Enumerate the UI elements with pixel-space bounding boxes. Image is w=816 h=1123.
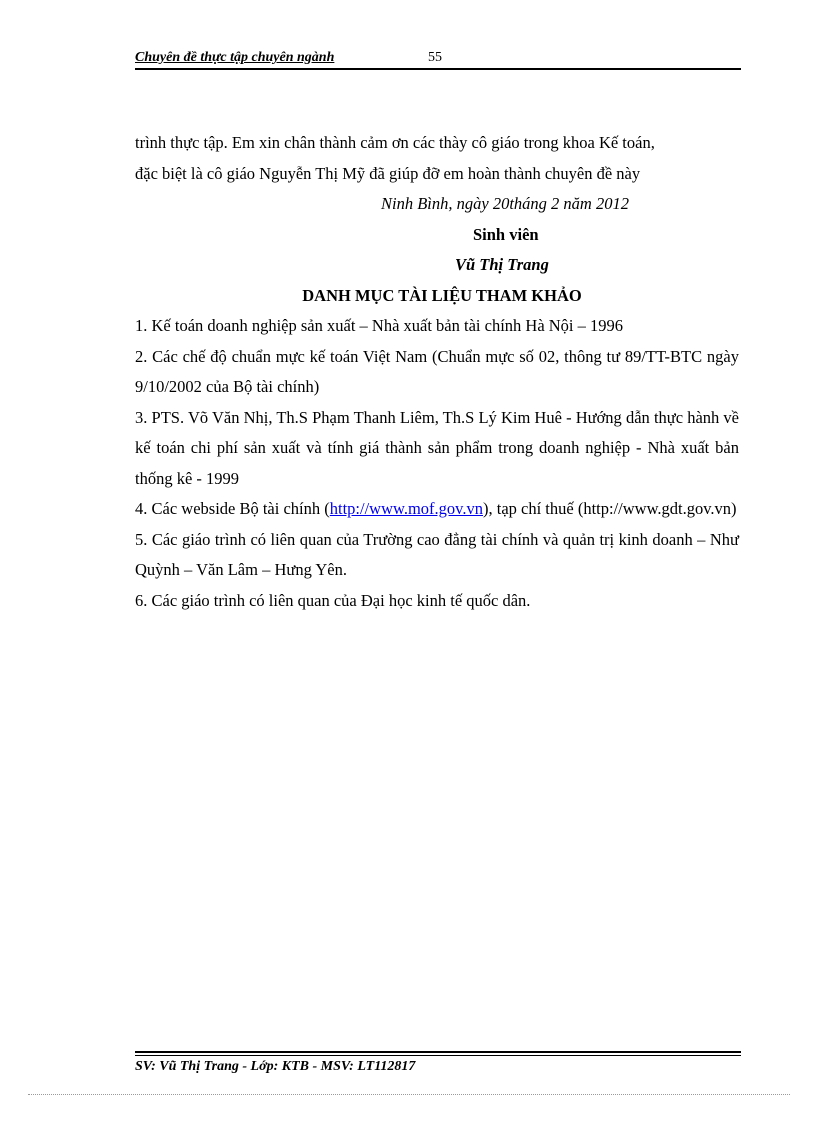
header-title: Chuyên đề thực tập chuyên ngành xyxy=(135,50,335,65)
page-bottom-dotted-rule xyxy=(28,1094,790,1095)
intro-line-2: đặc biệt là cô giáo Nguyễn Thị Mỹ đã giúp đỡ em hoàn thành chuyên đề này xyxy=(135,163,641,183)
mof-website-link[interactable]: http://www.mof.gov.vn xyxy=(329,499,483,518)
signature-role: Sinh viên xyxy=(473,224,539,244)
signature-date: Ninh Bình, ngày 20tháng 2 năm 2012 xyxy=(381,194,629,213)
reference-item-3: 3. PTS. Võ Văn Nhị, Th.S Phạm Thanh Liêm, Th.S Lý Kim Huê - Hướng dẫn thực hành về kế toán chi phí sản xuất và tính giá thành sản phẩm trong doanh nghiệp - Nhà xuất bản thống kê - 1999 xyxy=(135,407,739,488)
references-title: DANH MỤC TÀI LIỆU THAM KHẢO xyxy=(302,285,582,305)
reference-item-5: 5. Các giáo trình có liên quan của Trường cao đẳng tài chính và quản trị kinh doanh – Như Quỳnh – Văn Lâm – Hưng Yên. xyxy=(135,529,739,579)
reference-item-6: 6. Các giáo trình có liên quan của Đại học kinh tế quốc dân. xyxy=(135,590,531,610)
reference-item-2: 2. Các chế độ chuẩn mực kế toán Việt Nam (Chuẩn mực số 02, thông tư 89/TT-BTC ngày 9/10/2002 của Bộ tài chính) xyxy=(135,346,739,396)
footer-rule-thick xyxy=(135,1051,741,1053)
intro-line-1: trình thực tập. Em xin chân thành cảm ơn các thày cô giáo trong khoa Kế toán, xyxy=(135,133,655,152)
page-footer xyxy=(135,1051,741,1075)
footer-rule-thin xyxy=(135,1055,741,1056)
reference-item-4 xyxy=(135,494,739,525)
page-header xyxy=(135,48,741,70)
reference-item-1: 1. Kế toán doanh nghiệp sản xuất – Nhà xuất bản tài chính Hà Nội – 1996 xyxy=(135,316,624,335)
signature-name: Vũ Thị Trang xyxy=(455,255,549,274)
footer-student-info: SV: Vũ Thị Trang - Lớp: KTB - MSV: LT112817 xyxy=(135,1059,416,1074)
reference-item-4-suffix: ), tạp chí thuế (http://www.gdt.gov.vn) xyxy=(482,499,737,518)
reference-item-4-prefix: 4. Các webside Bộ tài chính ( xyxy=(135,499,330,518)
document-body xyxy=(135,128,739,616)
page-number: 55 xyxy=(428,50,442,65)
